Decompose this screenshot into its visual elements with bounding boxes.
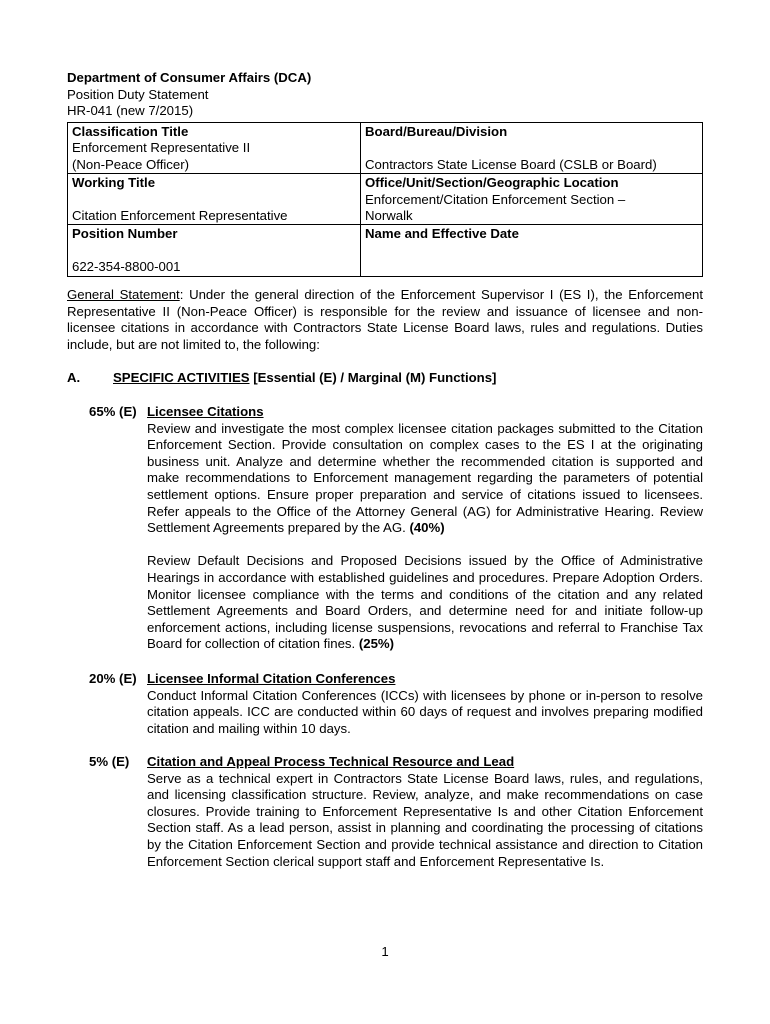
activity-item [89, 671, 703, 737]
position-number-value: 622-354-8800-001 [72, 259, 181, 275]
activity-title: Licensee Citations [147, 404, 264, 419]
board-label: Board/Bureau/Division [365, 124, 508, 139]
table-row [68, 123, 703, 174]
activity-percent: 65% (E) [89, 404, 137, 419]
activity-item [89, 404, 703, 653]
position-info-table [67, 122, 703, 277]
activity-paragraph [147, 421, 703, 537]
activity-paragraph: Serve as a technical expert in Contractors State License Board laws, rules, and regulations, and licensing classification structure. Review, analyze, and make recommendations on case closures. Provide training to Enforcement Representative Is and other Citation Enforcement Section staff. As a lead person, assist in planning and coordinating the processing of citations by the Citation Enforcement Section and provide technical assistance and direction to Citation Enforcement Section clerical support staff and Enforcement Representative Is. [147, 770, 703, 869]
document-header [67, 70, 311, 120]
activity-paragraph: Conduct Informal Citation Conferences (ICCs) with licensees by phone or in-person to resolve citation appeals. ICC are conducted within 60 days of request and involves preparing modified citation and mailing within 10 days. [147, 687, 703, 736]
classification-title-value-line1: Enforcement Representative II [72, 140, 251, 156]
activity-title: Licensee Informal Citation Conferences [147, 671, 396, 686]
activity-paragraph [147, 553, 703, 653]
board-value: Contractors State License Board (CSLB or Board) [365, 156, 657, 172]
activity-paragraph-percent: (40%) [409, 520, 445, 536]
table-row [68, 225, 703, 276]
classification-title-value-line2: (Non-Peace Officer) [72, 156, 190, 172]
position-number-cell [68, 225, 361, 276]
activity-item [89, 754, 703, 870]
section-letter: A. [67, 370, 81, 385]
position-number-label: Position Number [72, 226, 178, 242]
department-title: Department of Consumer Affairs (DCA) [67, 70, 312, 85]
section-title: SPECIFIC ACTIVITIES [113, 370, 250, 385]
office-value-line1: Enforcement/Citation Enforcement Section – [365, 191, 626, 207]
name-date-label: Name and Effective Date [365, 226, 519, 242]
classification-title-cell [68, 123, 361, 174]
form-number: HR-041 (new 7/2015) [67, 103, 194, 119]
office-cell [361, 174, 703, 225]
table-row [68, 174, 703, 225]
document-type: Position Duty Statement [67, 86, 209, 102]
working-title-cell [68, 174, 361, 225]
page-number: 1 [381, 944, 389, 959]
working-title-value: Citation Enforcement Representative [72, 208, 288, 224]
office-label: Office/Unit/Section/Geographic Location [365, 175, 619, 191]
activity-paragraph-text: Review Default Decisions and Proposed Decisions issued by the Office of Administrative Hearings in accordance with established guidelines and procedures. Prepare Adoption Orders. Monitor licensee compliance with the terms and conditions of the citation and any related Settlement Agreements and Board Orders, and determine need for and initiate follow-up enforcement actions, including license suspensions, revocations and referral to Franchise Tax Board for collection of citation fines. [147, 553, 703, 652]
working-title-label: Working Title [72, 175, 156, 191]
general-statement-label: General Statement [67, 287, 180, 302]
activity-percent: 5% (E) [89, 754, 130, 769]
classification-title-label: Classification Title [72, 124, 189, 139]
section-a-heading [67, 370, 703, 387]
activity-percent: 20% (E) [89, 671, 137, 686]
board-cell [361, 123, 703, 174]
activity-title: Citation and Appeal Process Technical Resource and Lead [147, 754, 515, 769]
name-date-cell [361, 225, 703, 276]
general-statement-text: : Under the general direction of the Enforcement Supervisor I (ES I), the Enforcement Representative II (Non-Peace Officer) is responsible for the review and issuance of licensee and non-licensee citations in accordance with Contractors State License Board laws, rules and regulations. Duties include, but are not limited to, the following: [67, 287, 703, 352]
section-subtitle: [Essential (E) / Marginal (M) Functions] [249, 370, 497, 385]
office-value-line2: Norwalk [365, 208, 413, 224]
activity-paragraph-text: Review and investigate the most complex licensee citation packages submitted to the Citation Enforcement Section. Provide consultation on complex cases to the ES I at the originating business unit. Analyze and determine whether the recommended citation is supported and make recommendations to Enforcement management regarding the parameters of potential settlement options. Ensure proper preparation and service of citations issued to licensees. Refer appeals to the Office of the Attorney General (AG) for Administrative Hearing. Review Settlement Agreements prepared by the AG. [147, 420, 703, 536]
general-statement [67, 287, 703, 353]
activity-paragraph-percent: (25%) [358, 636, 395, 652]
